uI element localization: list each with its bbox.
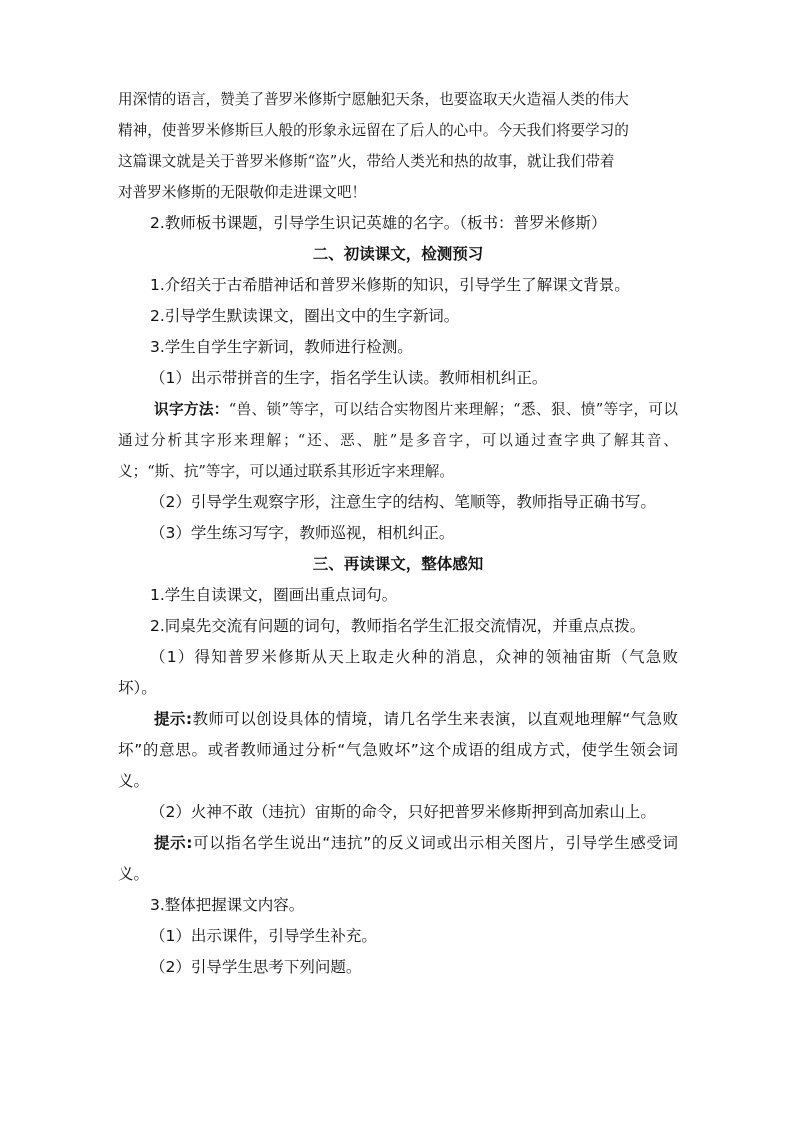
intro-paragraph (118, 84, 678, 208)
literacy-method-paragraph (118, 394, 678, 487)
list-item: 2.同桌先交流有问题的词句，教师指名学生汇报交流情况，并重点点拨。 (150, 617, 646, 635)
list-item: 2.引导学生默读课文，圈出文中的生字新词。 (150, 307, 460, 325)
list-item: 1.介绍关于古希腊神话和普罗米修斯的知识，引导学生了解课文背景。 (150, 276, 630, 294)
intro-line: 精神，使普罗米修斯巨人般的形象永远留在了后人的心中。今天我们将要学习的 (118, 122, 629, 139)
document-page (118, 84, 678, 983)
list-item: （1）得知普罗米修斯从天上取走火种的消息，众神的领袖宙斯（气急败坏）。 (118, 648, 678, 697)
section-heading: 三、再读课文，整体感知 (312, 555, 484, 573)
list-item: 3.学生自学生字新词，教师进行检测。 (150, 338, 413, 356)
list-item: （2）引导学生观察字形，注意生字的结构、笔顺等，教师指导正确书写。 (150, 493, 656, 511)
list-item: （2）引导学生思考下列问题。 (150, 958, 362, 976)
tip-label: 提示: (154, 710, 193, 728)
tip-paragraph (118, 704, 678, 797)
intro-line: 对普罗米修斯的无限敬仰走进课文吧！ (118, 184, 367, 201)
intro-line: 这篇课文就是关于普罗米修斯“盗”火，带给人类光和热的故事，就让我们带着 (118, 153, 615, 170)
literacy-method-label: 识字方法： (154, 401, 229, 418)
intro-line: 用深情的语言，赞美了普罗米修斯宁愿触犯天条，也要盗取天火造福人类的伟大 (118, 91, 629, 108)
list-item: （1）出示带拼音的生字，指名学生认读。教师相机纠正。 (150, 369, 548, 387)
section-heading: 二、初读课文，检测预习 (312, 245, 484, 263)
step-board-title: 2.教师板书课题，引导学生识记英雄的名字。（板书：普罗米修斯） (150, 214, 607, 232)
tip-label: 提示: (154, 834, 193, 852)
tip-text: 可以指名学生说出“违抗”的反义词或出示相关图片，引导学生感受词义。 (118, 834, 679, 883)
list-item: （2）火神不敢（违抗）宙斯的命令，只好把普罗米修斯押到高加索山上。 (150, 803, 656, 821)
list-item: （1）出示课件，引导学生补充。 (150, 927, 377, 945)
tip-paragraph (118, 828, 678, 890)
list-item: 3.整体把握课文内容。 (150, 896, 305, 914)
tip-text: 教师可以创设具体的情境，请几名学生来表演，以直观地理解“气急败坏”的意思。或者教师通过分析“气急败坏”这个成语的组成方式，使学生领会词义。 (118, 710, 678, 790)
list-item: 1.学生自读课文，圈画出重点词句。 (150, 586, 398, 604)
literacy-method-text: “兽、锁”等字，可以结合实物图片来理解；“悉、狠、愤”等字，可以通过分析其字形来理解；“还、恶、脏”是多音字，可以通过查字典了解其音、义；“斯、抗”等字，可以通过联系其形近字来理解。 (118, 401, 678, 480)
list-item: （3）学生练习写字，教师巡视，相机纠正。 (150, 524, 455, 542)
